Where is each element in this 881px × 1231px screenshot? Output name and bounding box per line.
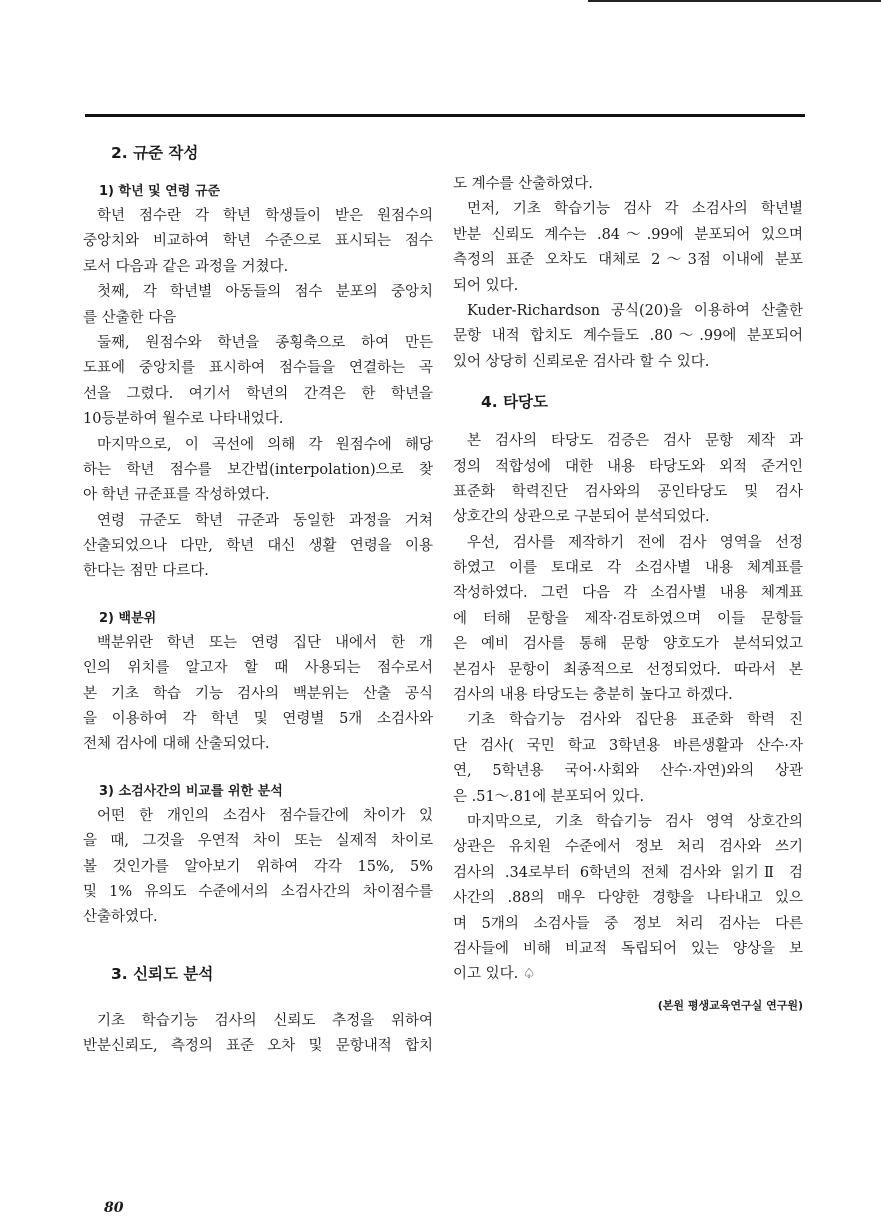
text-line: 하였고 이를 토대로 각 소검사별 내용 체계표를 <box>453 560 803 577</box>
text-line: 한다는 점만 다르다. <box>83 563 209 580</box>
text-line: 검사의 .34로부터 6학년의 전체 검사와 읽기Ⅱ 검 <box>453 864 803 881</box>
text-line: 먼저, 기초 학습기능 검사 각 소검사의 학년별 <box>467 201 803 218</box>
text-line: 기초 학습기능 검사의 신뢰도 추정을 위하여 <box>97 1012 433 1029</box>
text-line: 본검사 문항이 최종적으로 선정되었다. 따라서 본 <box>453 661 803 678</box>
text-line: 인의 위치를 알고자 할 때 사용되는 점수로서 <box>83 660 433 677</box>
text-line: 측정의 표준 오차도 대체로 2～3점 이내에 분포 <box>453 252 803 269</box>
text-line: 본 기초 학습 기능 검사의 백분위는 산출 공식 <box>83 685 433 702</box>
text-line: 사간의 .88의 매우 다양한 경향을 나타내고 있으 <box>453 890 803 907</box>
paragraph-grade-age-norms <box>83 204 433 585</box>
text-line: Kuder-Richardson 공식(20)을 이용하여 산출한 <box>467 302 803 319</box>
left-column <box>83 140 433 1060</box>
text-line: 본 검사의 타당도 검증은 검사 문항 제작 과 <box>467 433 803 450</box>
text-line: 전체 검사에 대해 산출되었다. <box>83 736 270 753</box>
subsection-title-grade-age-norms: 1) 학년 및 연령 규준 <box>99 184 220 199</box>
text-line: 표준화 학력진단 검사와의 공인타당도 및 검사 <box>453 483 803 500</box>
text-line: 되어 있다. <box>453 277 519 294</box>
text-line: 로서 다음과 같은 과정을 거쳤다. <box>83 258 289 275</box>
text-line: 상관은 유치원 수준에서 정보 처리 검사와 쓰기 <box>453 839 803 856</box>
text-line: 상호간의 상관으로 구분되어 분석되었다. <box>453 509 710 526</box>
text-line: 를 산출한 다음 <box>83 309 177 326</box>
paragraph-subtest-comparison <box>83 804 433 931</box>
text-line: 산출되었으나 다만, 학년 대신 생활 연령을 이용 <box>83 538 433 555</box>
top-corner-rule <box>588 0 881 2</box>
header-rule <box>85 114 805 117</box>
text-line: 반분신뢰도, 측정의 표준 오차 및 문항내적 합치 <box>83 1038 433 1055</box>
subsection-title-percentile: 2) 백분위 <box>99 610 157 626</box>
section-title-reliability: 3. 신뢰도 분석 <box>111 964 214 983</box>
text-line: 은 .51～.81에 분포되어 있다. <box>453 788 645 805</box>
text-line: 학년 점수란 각 학년 학생들이 받은 원점수의 <box>97 208 433 224</box>
text-line: 도 계수를 산출하였다. <box>453 176 593 192</box>
text-line: 10등분하여 월수로 나타내었다. <box>83 411 284 428</box>
text-line: 을 이용하여 각 학년 및 연령별 5개 소검사와 <box>83 711 433 728</box>
text-line: 을 때, 그것을 우연적 차이 또는 실제적 차이로 <box>83 833 433 850</box>
text-line: 있어 상당히 신뢰로운 검사라 할 수 있다. <box>453 353 710 370</box>
text-line: 기초 학습기능 검사와 집단용 표준화 학력 진 <box>467 712 803 729</box>
text-line: 단 검사( 국민 학교 3학년용 바른생활과 산수·자 <box>453 737 803 754</box>
text-line: 첫째, 각 학년별 아동들의 점수 분포의 중앙치 <box>97 284 433 301</box>
text-line: 검사들에 비해 비교적 독립되어 있는 양상을 보 <box>453 940 803 957</box>
section-title-norms: 2. 규준 작성 <box>111 144 199 162</box>
text-line: 연령 규준도 학년 규준과 동일한 과정을 거쳐 <box>97 512 433 529</box>
text-line: 도표에 중앙치를 표시하여 점수들을 연결하는 곡 <box>83 360 433 377</box>
text-line: 우선, 검사를 제작하기 전에 검사 영역을 선정 <box>467 534 803 551</box>
text-line: 산출하였다. <box>83 909 158 926</box>
text-line: 연, 5학년용 국어·사회와 산수·자연)와의 상관 <box>453 763 803 780</box>
text-line: 은 예비 검사를 통해 문항 양호도가 분석되었고 <box>453 636 803 653</box>
text-line: 작성하였다. 그런 다음 각 소검사별 내용 체계표 <box>453 585 803 602</box>
text-line: 둘째, 원점수와 학년을 종횡축으로 하여 만든 <box>97 334 433 351</box>
text-line: 선을 그렸다. 여기서 학년의 간격은 한 학년을 <box>83 385 433 402</box>
spade-end-mark-icon: ♤ <box>522 966 536 983</box>
text-line: 정의 적합성에 대한 내용 타당도와 외적 준거인 <box>453 458 803 475</box>
right-column <box>453 172 803 1016</box>
text-line: 며 5개의 소검사들 중 정보 처리 검사는 다른 <box>453 915 803 932</box>
final-text-line <box>453 962 803 987</box>
text-line: 이고 있다. <box>453 966 519 983</box>
section-title-validity: 4. 타당도 <box>481 393 548 412</box>
text-line: 마지막으로, 기초 학습기능 검사 영역 상호간의 <box>467 813 803 830</box>
paragraph-reliability-continued <box>453 172 803 375</box>
text-line: 문항 내적 합치도 계수들도 .80～.99에 분포되어 <box>453 328 803 345</box>
text-line: 어떤 한 개인의 소검사 점수들간에 차이가 있 <box>97 807 433 824</box>
text-line: 에 터해 문항을 제작·검토하였으며 이들 문항들 <box>453 610 803 627</box>
text-line: 아 학년 규준표를 작성하였다. <box>83 487 270 504</box>
text-line: 백분위란 학년 또는 연령 집단 내에서 한 개 <box>97 634 433 651</box>
page-number: 80 <box>104 1200 124 1216</box>
paragraph-percentile <box>83 631 433 758</box>
text-line: 하는 학년 점수를 보간법(interpolation)으로 찾 <box>83 461 433 478</box>
subsection-title-subtest-comparison: 3) 소검사간의 비교를 위한 분석 <box>99 783 283 799</box>
paragraph-validity <box>453 429 803 988</box>
text-line: 검사의 내용 타당도는 충분히 높다고 하겠다. <box>453 687 733 704</box>
text-line: 볼 것인가를 알아보기 위하여 각각 15%, 5% <box>83 858 433 875</box>
text-line: 중앙치와 비교하여 학년 수준으로 표시되는 점수 <box>83 233 433 250</box>
text-line: 반분 신뢰도 계수는 .84～.99에 분포되어 있으며 <box>453 226 803 243</box>
paragraph-reliability <box>83 1009 433 1060</box>
text-line: 및 1% 유의도 수준에서의 소검사간의 차이점수를 <box>83 883 433 900</box>
text-line: 마지막으로, 이 곡선에 의해 각 원점수에 해당 <box>97 436 433 453</box>
author-affiliation: (본원 평생교육연구실 연구원) <box>657 998 803 1012</box>
